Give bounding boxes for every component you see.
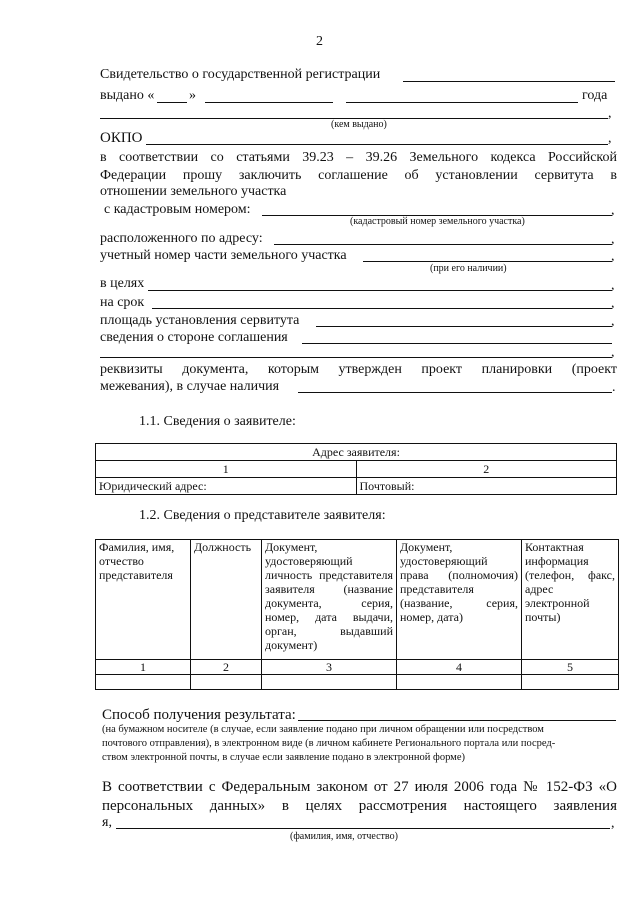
- comma-mark: ,: [611, 278, 615, 293]
- party-label: сведения о стороне соглашения: [100, 330, 288, 345]
- issued-year-label: года: [582, 88, 608, 103]
- rep-header-position: Должность: [191, 540, 262, 660]
- purpose-field[interactable]: [148, 290, 612, 291]
- consent-line-2: персональных данных» в целях рассмотрения настоящего заявления: [102, 798, 617, 814]
- rep-header-name: Фамилия, имя, отчество представителя: [96, 540, 191, 660]
- rep-header-identity-doc: Документ, удостоверяющий личность представителя заявителя (название документа, серия, номер, дата выдачи, орган, выдавший документ): [262, 540, 397, 660]
- rep-col-number: 2: [191, 660, 262, 675]
- applicant-address-table: [95, 443, 617, 495]
- issued-by-hint: (кем выдано): [331, 119, 387, 130]
- requisites-field[interactable]: [298, 392, 612, 393]
- rep-header-authority-doc: Документ, удостоверяющий права (полномочия) представителя (название, серия, номер, дата): [397, 540, 522, 660]
- comma-mark: ,: [611, 296, 615, 311]
- representative-table: [95, 539, 619, 690]
- comma-mark: ,: [611, 203, 615, 218]
- part-number-label: учетный номер части земельного участка: [100, 248, 347, 263]
- issued-date-field[interactable]: [346, 102, 578, 103]
- fio-hint: (фамилия, имя, отчество): [290, 831, 398, 842]
- comma-mark: ,: [611, 249, 615, 264]
- okpo-label: ОКПО: [100, 130, 143, 146]
- dot-mark: .: [612, 380, 616, 395]
- party-field-2[interactable]: [100, 357, 612, 358]
- applicant-col-1: 1: [96, 461, 357, 478]
- requisites-line-1: реквизиты документа, которым утвержден проект планировки (проект: [100, 362, 617, 377]
- term-field[interactable]: [152, 308, 612, 309]
- area-field[interactable]: [316, 326, 612, 327]
- cert-field[interactable]: [403, 81, 615, 82]
- consent-line-3: я,: [102, 815, 112, 830]
- cert-label: Свидетельство о государственной регистрации: [100, 67, 381, 82]
- request-line-2: Федерации прошу заключить соглашение об установлении сервитута в: [100, 168, 617, 183]
- result-note-2: почтового отправления), в электронном виде (в личном кабинете Регионального портала или посред-: [102, 738, 556, 749]
- applicant-address-header: Адрес заявителя:: [96, 444, 617, 461]
- requisites-line-2: межевания), в случае наличия: [100, 379, 280, 394]
- address-field[interactable]: [274, 244, 612, 245]
- issued-label: выдано «: [100, 88, 155, 103]
- request-line-1: в соответствии со статьями 39.23 – 39.26 Земельного кодекса Российской: [100, 150, 617, 165]
- area-label: площадь установления сервитута: [100, 313, 300, 328]
- comma-mark: ,: [611, 345, 615, 360]
- comma-mark: ,: [611, 232, 615, 247]
- rep-cell-name[interactable]: [96, 675, 191, 690]
- legal-address-cell[interactable]: Юридический адрес:: [96, 478, 357, 495]
- cadastral-label: с кадастровым номером:: [104, 202, 251, 217]
- rep-cell-identity-doc[interactable]: [262, 675, 397, 690]
- result-note-3: ством электронной почты, в случае если заявление подано в электронной форме): [102, 752, 465, 763]
- rep-col-number: 1: [96, 660, 191, 675]
- applicant-col-2: 2: [356, 461, 617, 478]
- cadastral-hint: (кадастровый номер земельного участка): [350, 216, 525, 227]
- rep-col-number: 4: [397, 660, 522, 675]
- address-label: расположенного по адресу:: [100, 231, 263, 246]
- result-method-field[interactable]: [298, 720, 616, 721]
- result-method-label: Способ получения результата:: [102, 707, 296, 723]
- rep-header-contacts: Контактная информация (телефон, факс, адрес электронной почты): [522, 540, 619, 660]
- issued-quote-close: »: [189, 88, 196, 103]
- rep-cell-authority-doc[interactable]: [397, 675, 522, 690]
- party-field[interactable]: [302, 343, 612, 344]
- comma-mark: ,: [608, 106, 612, 121]
- section-1-2-title: 1.2. Сведения о представителе заявителя:: [139, 508, 386, 523]
- rep-col-number: 3: [262, 660, 397, 675]
- section-1-1-title: 1.1. Сведения о заявителе:: [139, 414, 296, 429]
- fio-field[interactable]: [116, 828, 610, 829]
- part-number-field[interactable]: [363, 261, 612, 262]
- rep-cell-position[interactable]: [191, 675, 262, 690]
- consent-line-1: В соответствии с Федеральным законом от 27 июля 2006 года № 152-ФЗ «О: [102, 779, 617, 795]
- purpose-label: в целях: [100, 276, 145, 291]
- request-line-3: отношении земельного участка: [100, 184, 287, 199]
- term-label: на срок: [100, 295, 145, 310]
- issued-month-field[interactable]: [205, 102, 333, 103]
- rep-col-number: 5: [522, 660, 619, 675]
- comma-mark: ,: [611, 314, 615, 329]
- comma-mark: ,: [611, 816, 615, 831]
- rep-cell-contacts[interactable]: [522, 675, 619, 690]
- page-number: 2: [316, 34, 323, 49]
- comma-mark: ,: [608, 131, 612, 146]
- issued-day-field[interactable]: [157, 102, 187, 103]
- postal-address-cell[interactable]: Почтовый:: [356, 478, 617, 495]
- result-note-1: (на бумажном носителе (в случае, если заявление подано при личном обращении или посредством: [102, 724, 544, 735]
- part-number-hint: (при его наличии): [430, 263, 507, 274]
- okpo-field[interactable]: [146, 144, 608, 145]
